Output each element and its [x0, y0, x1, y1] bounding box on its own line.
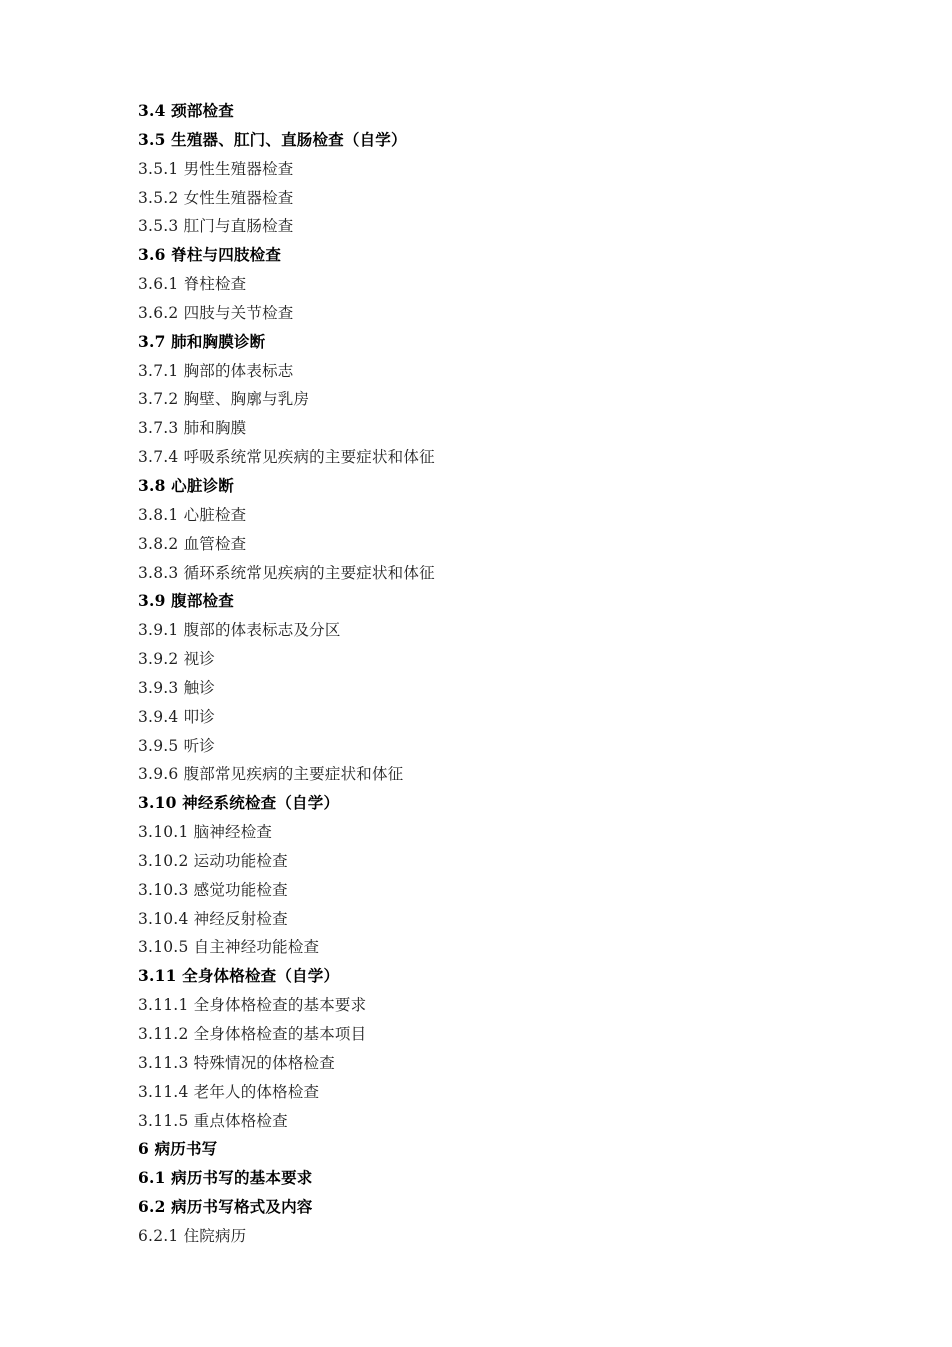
table-of-contents [138, 97, 435, 1251]
toc-subitem: 3.10.5 自主神经功能检查 [138, 938, 320, 957]
toc-subitem: 3.9.4 叩诊 [138, 707, 215, 726]
toc-heading: 6.1 病历书写的基本要求 [138, 1168, 313, 1188]
toc-subitem: 3.10.3 感觉功能检查 [138, 880, 288, 899]
toc-subitem: 3.11.4 老年人的体格检查 [138, 1082, 320, 1101]
toc-subitem: 3.11.3 特殊情况的体格检查 [138, 1053, 335, 1072]
toc-subitem: 6.2.1 住院病历 [138, 1226, 247, 1245]
toc-subitem: 3.5.1 男性生殖器检查 [138, 159, 294, 178]
toc-subitem: 3.7.1 胸部的体表标志 [138, 361, 294, 380]
toc-subitem: 3.8.1 心脏检查 [138, 505, 247, 524]
toc-subitem: 3.6.1 脊柱检查 [138, 275, 247, 294]
toc-subitem: 3.10.1 脑神经检查 [138, 823, 273, 842]
toc-heading: 3.8 心脏诊断 [138, 475, 234, 495]
toc-subitem: 3.11.5 重点体格检查 [138, 1111, 288, 1130]
toc-heading: 3.6 脊柱与四肢检查 [138, 245, 282, 265]
toc-subitem: 3.10.4 神经反射检查 [138, 909, 288, 928]
toc-subitem: 3.8.3 循环系统常见疾病的主要症状和体征 [138, 563, 435, 582]
toc-subitem: 3.9.5 听诊 [138, 736, 215, 755]
toc-subitem: 3.6.2 四肢与关节检查 [138, 303, 294, 322]
toc-subitem: 3.11.1 全身体格检查的基本要求 [138, 996, 367, 1015]
toc-subitem: 3.7.2 胸壁、胸廓与乳房 [138, 390, 310, 409]
toc-heading: 3.10 神经系统检查（自学） [138, 793, 340, 813]
toc-subitem: 3.8.2 血管检查 [138, 534, 247, 553]
toc-heading: 3.9 腹部检查 [138, 591, 234, 611]
toc-heading: 6.2 病历书写格式及内容 [138, 1197, 313, 1217]
toc-heading: 6 病历书写 [138, 1139, 218, 1159]
toc-subitem: 3.5.3 肛门与直肠检查 [138, 217, 294, 236]
toc-subitem: 3.9.2 视诊 [138, 650, 215, 669]
toc-subitem: 3.10.2 运动功能检查 [138, 851, 288, 870]
toc-subitem: 3.9.6 腹部常见疾病的主要症状和体征 [138, 765, 404, 784]
toc-subitem: 3.11.2 全身体格检查的基本项目 [138, 1025, 367, 1043]
toc-subitem: 3.7.3 肺和胸膜 [138, 419, 247, 438]
toc-subitem: 3.9.3 触诊 [138, 678, 215, 697]
toc-heading: 3.11 全身体格检查（自学） [138, 966, 340, 986]
toc-heading: 3.4 颈部检查 [138, 101, 234, 120]
toc-subitem: 3.7.4 呼吸系统常见疾病的主要症状和体征 [138, 448, 435, 467]
toc-subitem: 3.5.2 女性生殖器检查 [138, 188, 294, 207]
toc-subitem: 3.9.1 腹部的体表标志及分区 [138, 621, 341, 640]
toc-heading: 3.7 肺和胸膜诊断 [138, 331, 266, 351]
toc-heading: 3.5 生殖器、肛门、直肠检查（自学） [138, 129, 407, 149]
